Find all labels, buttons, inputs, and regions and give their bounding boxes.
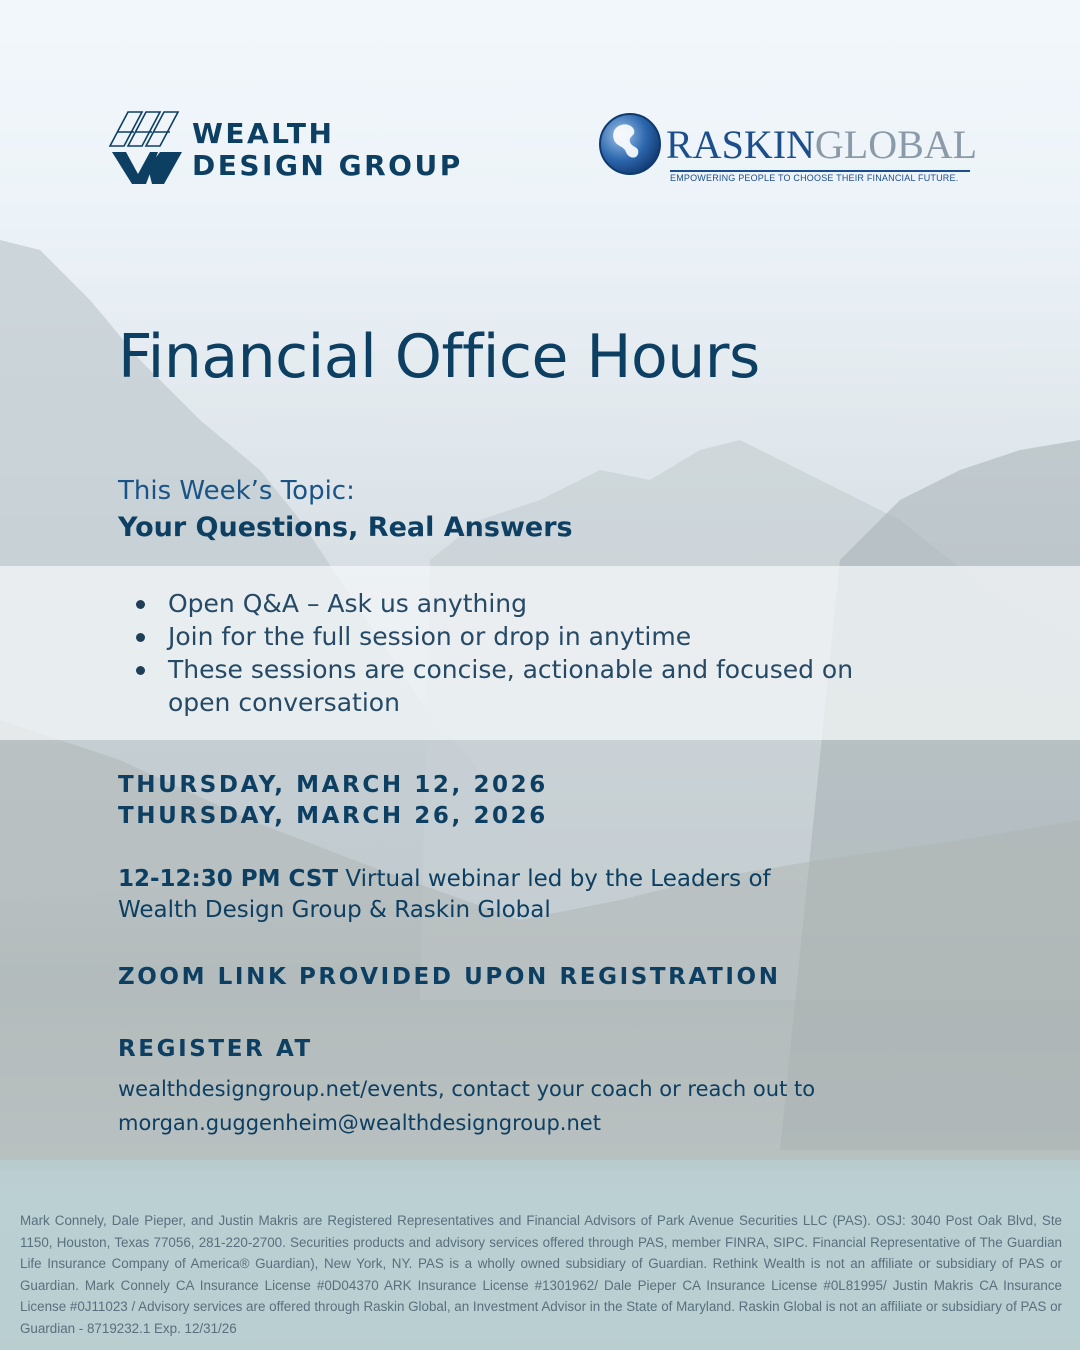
bullet-text: Join for the full session or drop in anytime bbox=[168, 622, 692, 651]
topic-prefix: This Week’s Topic: bbox=[118, 476, 355, 506]
raskin-tagline: EMPOWERING PEOPLE TO CHOOSE THEIR FINANCIAL FUTURE. bbox=[670, 170, 970, 184]
wdg-logo-mark-icon bbox=[108, 108, 184, 188]
webinar-time: 12-12:30 PM CST bbox=[118, 866, 339, 892]
bullet-text: Open Q&A – Ask us anything bbox=[168, 589, 528, 618]
bullet-dot-icon bbox=[136, 600, 145, 609]
list-item bbox=[134, 653, 894, 719]
global-wordmark-part: GLOBAL bbox=[814, 122, 978, 167]
globe-icon bbox=[598, 112, 662, 176]
webinar-info bbox=[118, 864, 818, 926]
list-item bbox=[134, 587, 894, 620]
register-heading: REGISTER AT bbox=[118, 1036, 313, 1062]
topic-heading: Your Questions, Real Answers bbox=[118, 512, 573, 543]
session-date-1: THURSDAY, MARCH 12, 2026 bbox=[118, 772, 548, 798]
wdg-logo-line2: DESIGN GROUP bbox=[192, 149, 463, 182]
wealth-design-group-logo bbox=[108, 108, 478, 188]
raskin-global-wordmark bbox=[666, 124, 977, 166]
session-date-2: THURSDAY, MARCH 26, 2026 bbox=[118, 803, 548, 829]
wdg-logo-line1: WEALTH bbox=[192, 117, 335, 150]
page-title: Financial Office Hours bbox=[118, 322, 760, 392]
bullet-text: These sessions are concise, actionable and focused on open conversation bbox=[168, 655, 854, 717]
raskin-wordmark-part: RASKIN bbox=[666, 122, 815, 167]
webinar-text: Virtual webinar led by the Leaders of Wealth Design Group & Raskin Global bbox=[118, 866, 771, 923]
raskin-global-logo bbox=[596, 108, 976, 188]
bullet-dot-icon bbox=[136, 666, 145, 675]
bullet-list bbox=[134, 587, 894, 719]
bullet-dot-icon bbox=[136, 633, 145, 642]
list-item bbox=[134, 620, 894, 653]
register-text: wealthdesigngroup.net/events, contact your coach or reach out to morgan.guggenheim@wealthdesigngroup.net bbox=[118, 1077, 816, 1135]
zoom-notice: ZOOM LINK PROVIDED UPON REGISTRATION bbox=[118, 964, 781, 990]
legal-disclaimer: Mark Connely, Dale Pieper, and Justin Makris are Registered Representatives and Financial Advisors of Park Avenue Securities LLC (PAS). OSJ: 3040 Post Oak Blvd, Ste 1150, Houston, Texas 77056, 281-220-2700. Securities products and advisory services offered through PAS, member FINRA, SIPC. Financial Representative of The Guardian Life Insurance Company of America® Guardian), New York, NY. PAS is a wholly owned subsidiary of Guardian. Rethink Wealth is not an affiliate or subsidiary of PAS or Guardian. Mark Connely CA Insurance License #0D04370 ARK Insurance License #1301962/ Dale Pieper CA Insurance License #0L81995/ Justin Makris CA Insurance License #0J11023 / Advisory services are offered through Raskin Global, an Investment Advisor in the State of Maryland. Raskin Global is not an affiliate or subsidiary of PAS or Guardian - 8719232.1 Exp. 12/31/26 bbox=[20, 1213, 1062, 1336]
